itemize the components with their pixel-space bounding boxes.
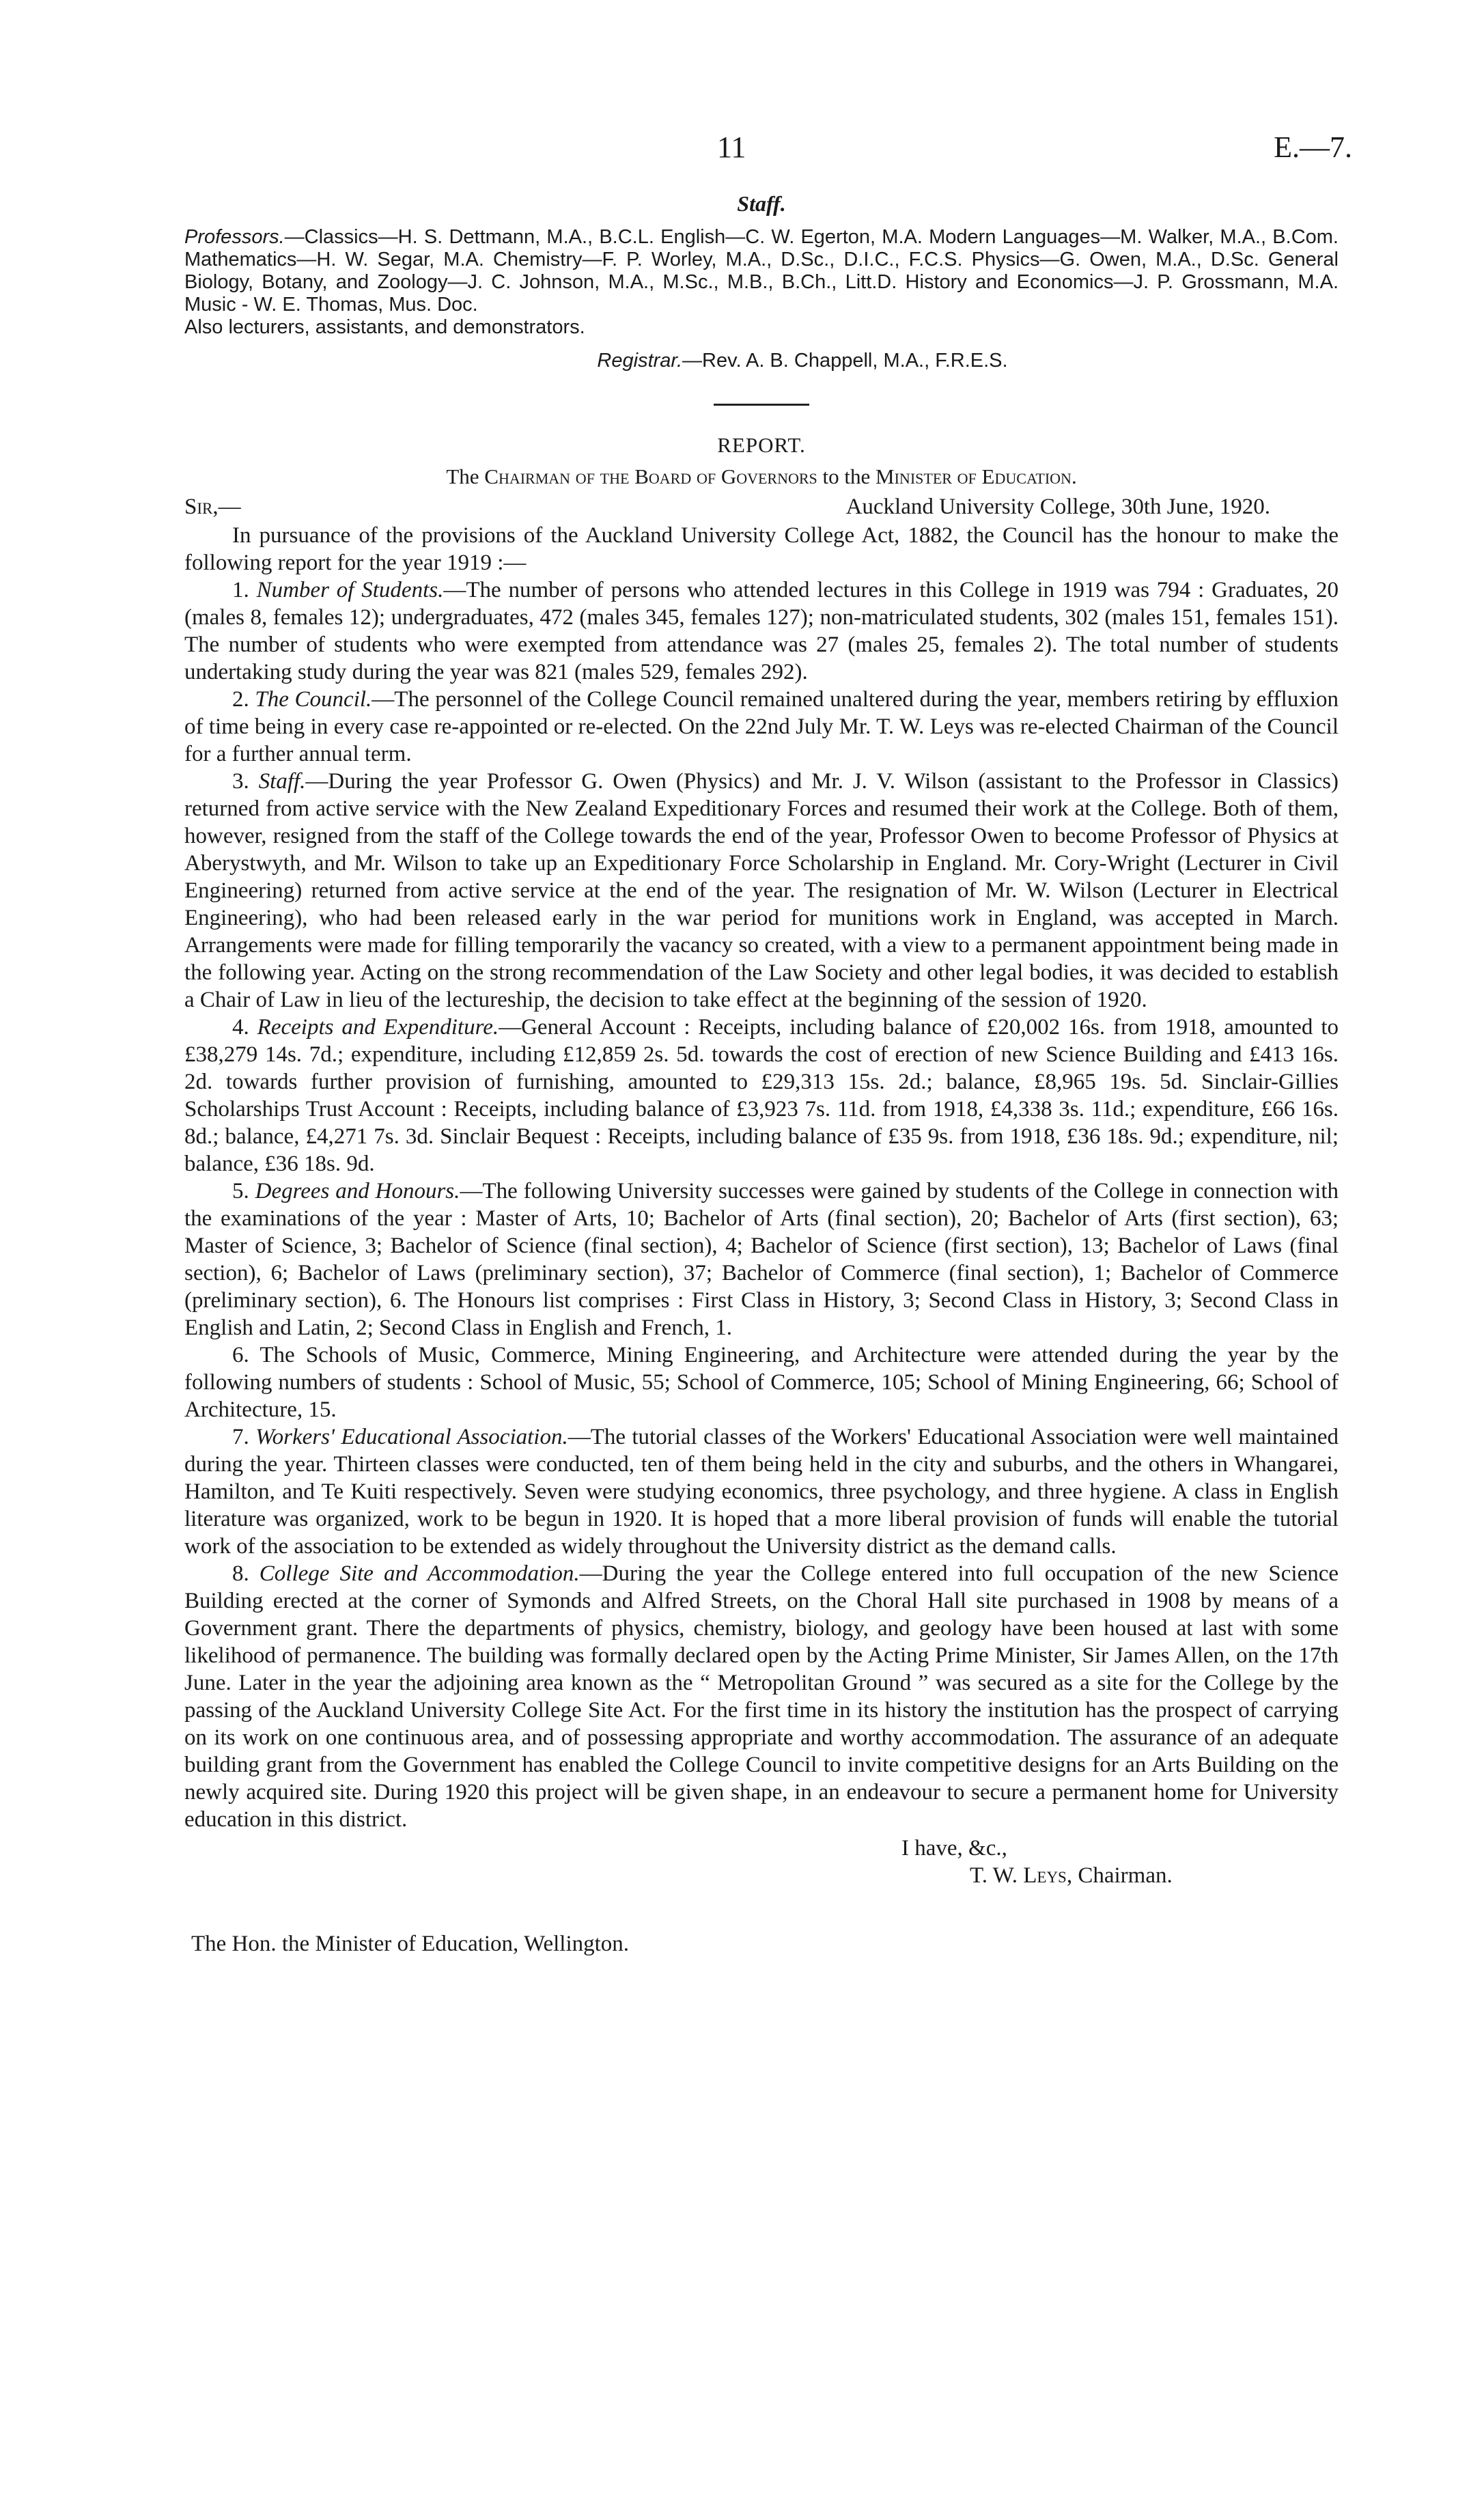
paragraph-7 — [184, 1423, 1339, 1560]
paragraph-2 — [184, 686, 1339, 768]
report-title: REPORT. — [717, 433, 806, 457]
p5-text: —The following University successes were gained by students of the College in connection with the examinations of the year : Master of Arts, 10; Bachelor of Arts (final section), 20; Bachelor of Arts (first section), 63; Master of Science, 3; Bachelor of Science (final section), 4; Bachelor of Science (first section), 13; Bachelor of Laws (final section), 6; Bachelor of Laws (preliminary section), 37; Bachelor of Commerce (final section), 1; Bachelor of Commerce (preliminary section), 6. The Honours list comprises : First Class in History, 3; Second Class in History, 3; Second Class in English and Latin, 2; Second Class in English and French, 1. — [184, 1179, 1339, 1340]
signature-surname: Leys — [1023, 1863, 1067, 1888]
p7-heading: Workers' Educational Association. — [255, 1425, 568, 1449]
p3-text: —During the year Professor G. Owen (Physics) and Mr. J. V. Wilson (assistant to the Professor in Classics) returned from active service with the New Zealand Expeditionary Forces and resumed their work at the College. Both of them, however, resigned from the staff of the College towards the end of the year, Professor Owen to become Professor of Physics at Aberystwyth, and Mr. Wilson to take up an Expeditionary Force Scholarship in England. Mr. Cory-Wright (Lecturer in Civil Engineering) returned from active service at the end of the year. The resignation of Mr. W. Wilson (Lecturer in Electrical Engineering), who had been released early in the war period for munitions work in England, was accepted in March. Arrangements were made for filling temporarily the vacancy so created, with a view to a permanent appointment being made in the following year. Acting on the strong recommendation of the Law Society and other legal bodies, it was decided to establish a Chair of Law in lieu of the lectureship, the decision to take effect at the beginning of the session of 1920. — [184, 769, 1339, 1012]
p2-number: 2. — [232, 687, 249, 712]
salutation: Sir,— — [184, 495, 241, 519]
p1-text: —The number of persons who attended lectures in this College in 1919 was 794 : Graduates, 20 (males 8, females 12); undergraduates, 472 (males 345, females 127); non-matriculated students, 302 (males 151, females 151). The number of students who were exempted from attendance was 27 (males 25, females 2). The total number of students undertaking study during the year was 821 (males 529, females 292). — [184, 578, 1339, 684]
report-body — [184, 522, 1339, 1833]
intro-paragraph: In pursuance of the provisions of the Auckland University College Act, 1882, the Council has the honour to make the following report for the year 1919 :— — [184, 523, 1339, 575]
closing-block — [184, 1836, 1339, 1932]
p2-heading: The Council. — [255, 687, 372, 712]
subtitle-from: Chairman of the Board of Governors — [484, 464, 817, 488]
signature — [970, 1863, 1173, 1889]
signature-title: , Chairman. — [1066, 1863, 1173, 1888]
paragraph-4 — [184, 1014, 1339, 1178]
p3-heading: Staff. — [258, 769, 306, 794]
addressee: The Hon. the Minister of Education, Wellington. — [191, 1932, 630, 1956]
p4-text: —General Account : Receipts, including balance of £20,002 16s. from 1918, amounted to £38,279 14s. 7d.; expenditure, including £12,859 2s. 5d. towards the cost of erection of new Science Building and £413 16s. 2d. towards further provision of furnishing, amounted to £29,313 15s. 2d.; balance, £8,965 19s. 5d. Sinclair-Gillies Scholarships Trust Account : Receipts, including balance of £3,923 7s. 11d. from 1918, £4,338 3s. 11d.; expenditure, £66 16s. 8d.; balance, £4,271 7s. 3d. Sinclair Bequest : Receipts, including balance of £35 9s. from 1918, £36 18s. 9d.; expenditure, nil; balance, £36 18s. 9d. — [184, 1015, 1339, 1176]
p1-heading: Number of Students. — [256, 578, 444, 602]
registrar-label: Registrar. — [597, 350, 683, 372]
p7-number: 7. — [232, 1425, 249, 1449]
p4-number: 4. — [232, 1015, 249, 1040]
closing-line: I have, &c., — [901, 1836, 1007, 1861]
professors-paragraph — [184, 226, 1339, 316]
p5-heading: Degrees and Honours. — [255, 1179, 460, 1203]
lecturers-note: Also lecturers, assistants, and demonstrators. — [184, 316, 585, 338]
p1-number: 1. — [232, 578, 249, 602]
page-number: 11 — [717, 130, 746, 164]
document-page — [184, 130, 1352, 1957]
p8-number: 8. — [232, 1561, 249, 1586]
paragraph-8 — [184, 1560, 1339, 1833]
page-header — [184, 130, 1352, 191]
p8-text: —During the year the College entered into full occupation of the new Science Building erected at the corner of Symonds and Alfred Streets, on the Choral Hall site purchased in 1908 by means of a Government grant. There the departments of physics, chemistry, biology, and geology have been housed at last with some likelihood of permanence. The building was formally declared open by the Acting Prime Minister, Sir James Allen, on the 17th June. Later in the year the adjoining area known as the “ Metropolitan Ground ” was secured as a site for the College by the passing of the Auckland University College Site Act. For the first time in its history the institution has the prospect of carrying on its work on one continuous area, and of possessing appropriate and worthy accommodation. The assurance of an adequate building grant from the Government has enabled the College Council to invite competitive designs for an Arts Building on the newly acquired site. During 1920 this project will be given shape, in an endeavour to secure a permanent home for University education in this district. — [184, 1561, 1339, 1832]
salutation-line — [184, 495, 1339, 522]
p2-text: —The personnel of the College Council remained unaltered during the year, members retiring by effluxion of time being in every case re-appointed or re-elected. On the 22nd July Mr. T. W. Leys was re-elected Chairman of the Council for a further annual term. — [184, 687, 1339, 766]
paragraph-5 — [184, 1178, 1339, 1341]
p8-heading: College Site and Accommodation. — [259, 1561, 580, 1586]
p7-text: —The tutorial classes of the Workers' Educational Association were well maintained during the year. Thirteen classes were conducted, ten of them being held in the city and suburbs, and the others in Whangarei, Hamilton, and Te Kuiti respectively. Seven were studying economics, three psychology, and three hygiene. A class in English literature was organized, work to be begun in 1920. It is hoped that a more liberal provision of funds will enable the tutorial work of the association to be extended as widely throughout the University district as the demand calls. — [184, 1425, 1339, 1559]
registrar-line — [184, 350, 1339, 372]
dateline: Auckland University College, 30th June, 1920. — [845, 495, 1270, 519]
subtitle-to: Minister of Education — [876, 464, 1072, 488]
signature-initials: T. W. — [970, 1863, 1018, 1888]
document-reference: E.—7. — [1274, 130, 1352, 164]
divider-rule — [714, 404, 809, 406]
professors-label: Professors. — [184, 226, 285, 248]
subtitle-mid: to the — [822, 464, 871, 488]
subtitle-end: . — [1071, 464, 1077, 488]
p4-heading: Receipts and Expenditure. — [257, 1015, 499, 1040]
paragraph-1 — [184, 576, 1339, 686]
subtitle-pre: The — [446, 464, 479, 488]
paragraph-3 — [184, 768, 1339, 1014]
staff-list — [184, 226, 1339, 339]
registrar-text: —Rev. A. B. Chappell, M.A., F.R.E.S. — [682, 350, 1008, 372]
p5-number: 5. — [232, 1179, 249, 1203]
paragraph-6: 6. The Schools of Music, Commerce, Mining Engineering, and Architecture were attended during the year by the following numbers of students : School of Music, 55; School of Commerce, 105; School of Mining Engineering, 66; School of Architecture, 15. — [184, 1343, 1339, 1422]
p3-number: 3. — [232, 769, 249, 794]
professors-text: —Classics—H. S. Dettmann, M.A., B.C.L. English—C. W. Egerton, M.A. Modern Languages—M. Walker, M.A., B.Com. Mathematics—H. W. Segar, M.A. Chemistry—F. P. Worley, M.A., D.Sc., D.I.C., F.C.S. Physics—G. Owen, M.A., D.Sc. General Biology, Botany, and Zoology—J. C. Johnson, M.A., M.Sc., M.B., B.Ch., Litt.D. History and Economics—J. P. Grossmann, M.A. Music - W. E. Thomas, Mus. Doc. — [184, 226, 1339, 316]
staff-heading: Staff. — [737, 191, 786, 216]
report-subtitle — [184, 464, 1339, 489]
